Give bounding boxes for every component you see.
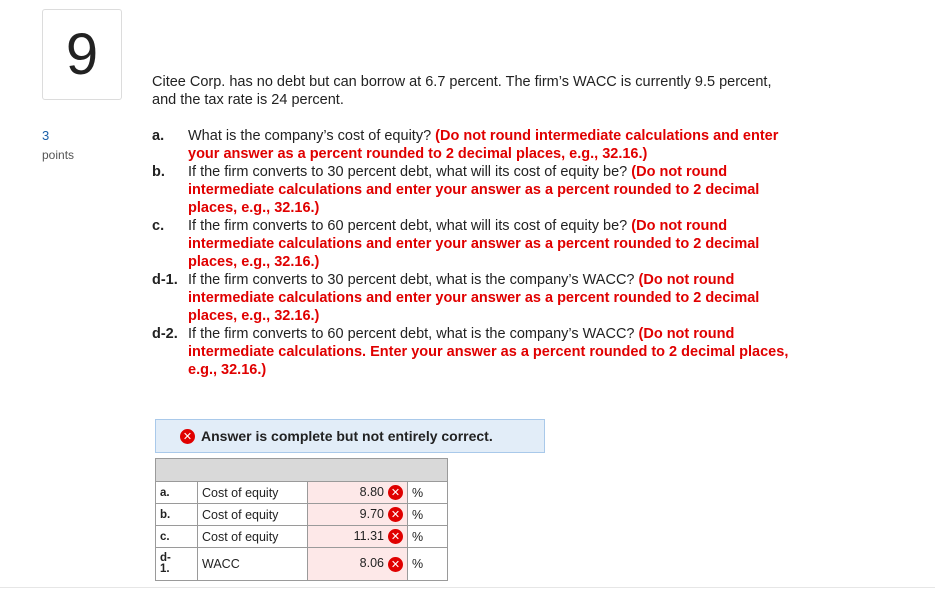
answer-input[interactable] <box>308 504 408 526</box>
part-label: a. <box>152 128 165 144</box>
row-label <box>156 548 198 581</box>
part-text: If the firm converts to 30 percent debt, what is the company’s WACC? <box>188 272 639 288</box>
part-label: d-1. <box>152 272 178 288</box>
points-value: 3 <box>42 128 50 143</box>
answer-input[interactable] <box>308 526 408 548</box>
x-circle-icon: ✕ <box>388 485 403 500</box>
part-text: If the firm converts to 30 percent debt, what will its cost of equity be? <box>188 164 632 180</box>
row-label: c. <box>156 526 198 548</box>
table-row <box>156 548 448 581</box>
question-intro: Citee Corp. has no debt but can borrow at 6.7 percent. The firm’s WACC is currently 9.5 percent, and the tax rate is 24 percent. <box>152 74 772 108</box>
row-label: a. <box>156 482 198 504</box>
row-unit: % <box>408 504 448 526</box>
row-description: WACC <box>198 548 308 581</box>
table-row <box>156 504 448 526</box>
answer-value: 11.31 <box>353 528 384 543</box>
answer-input[interactable] <box>308 548 408 581</box>
part-instruction: (Do not round intermediate calculations and enter your answer as a percent rounded to 2 decimal places, e.g., 32.16.) <box>188 218 760 270</box>
row-label-line: 1. <box>160 563 170 575</box>
part-c <box>152 217 792 271</box>
row-description: Cost of equity <box>198 482 308 504</box>
part-label: c. <box>152 218 165 234</box>
answer-table <box>155 458 448 581</box>
row-label: b. <box>156 504 198 526</box>
x-circle-icon: ✕ <box>388 507 403 522</box>
bottom-divider <box>0 587 935 588</box>
feedback-banner <box>155 419 545 453</box>
row-unit: % <box>408 548 448 581</box>
answer-input[interactable] <box>308 482 408 504</box>
row-label-line: d- <box>160 552 171 564</box>
question-parts <box>152 127 792 379</box>
part-text: If the firm converts to 60 percent debt, what is the company’s WACC? <box>188 326 639 342</box>
table-row <box>156 482 448 504</box>
answer-table-header <box>156 459 448 482</box>
row-description: Cost of equity <box>198 504 308 526</box>
question-number: 9 <box>42 9 122 100</box>
part-d1 <box>152 271 792 325</box>
answer-value: 8.80 <box>359 484 384 499</box>
points-label: points <box>42 148 75 162</box>
row-unit: % <box>408 526 448 548</box>
table-row <box>156 526 448 548</box>
answer-value: 9.70 <box>359 506 384 521</box>
row-description: Cost of equity <box>198 526 308 548</box>
x-circle-icon: ✕ <box>388 529 403 544</box>
part-instruction: (Do not round intermediate calculations and enter your answer as a percent rounded to 2 decimal places, e.g., 32.16.) <box>188 272 760 324</box>
answer-value: 8.06 <box>359 556 384 571</box>
part-label: d-2. <box>152 326 178 342</box>
part-instruction: (Do not round intermediate calculations and enter your answer as a percent rounded to 2 decimal places, e.g., 32.16.) <box>188 128 779 162</box>
part-a <box>152 127 792 163</box>
x-circle-icon: ✕ <box>180 429 195 444</box>
row-unit: % <box>408 482 448 504</box>
part-b <box>152 163 792 217</box>
part-instruction: (Do not round intermediate calculations and enter your answer as a percent rounded to 2 decimal places, e.g., 32.16.) <box>188 164 760 216</box>
x-circle-icon: ✕ <box>388 557 403 572</box>
part-instruction: (Do not round intermediate calculations. Enter your answer as a percent rounded to 2 decimal places, e.g., 32.16.) <box>188 326 789 378</box>
part-text: What is the company’s cost of equity? <box>188 128 436 144</box>
feedback-text: Answer is complete but not entirely correct. <box>201 428 493 444</box>
part-text: If the firm converts to 60 percent debt, what will its cost of equity be? <box>188 218 632 234</box>
part-label: b. <box>152 164 165 180</box>
part-d2 <box>152 325 792 379</box>
